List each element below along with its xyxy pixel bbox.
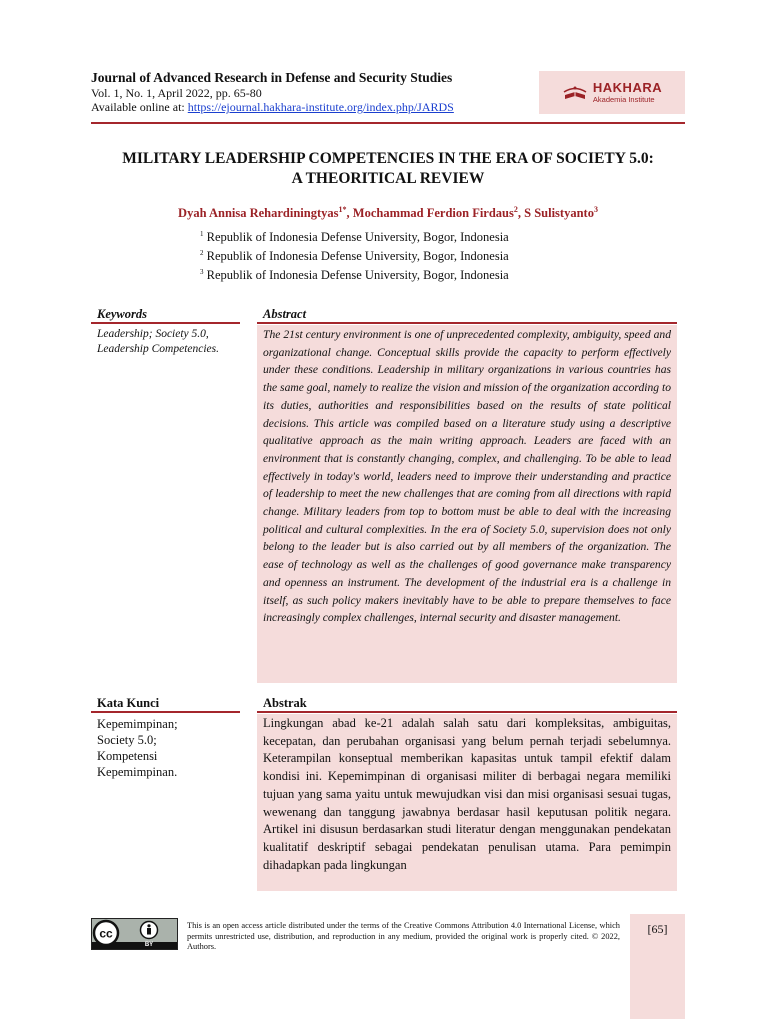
page-number-box bbox=[630, 914, 685, 1019]
svg-text:cc: cc bbox=[99, 926, 113, 941]
keywords-heading: Keywords bbox=[97, 307, 147, 321]
affiliation-item bbox=[200, 226, 620, 245]
cc-badge-label: BY bbox=[144, 942, 154, 948]
affiliation-number: 3 bbox=[200, 268, 204, 277]
cc-by-icon bbox=[92, 919, 177, 949]
publisher-logo bbox=[539, 71, 685, 114]
affiliation-number: 1 bbox=[200, 230, 204, 238]
kata-kunci-item: Society 5.0; bbox=[97, 733, 157, 747]
kata-kunci-heading: Kata Kunci bbox=[97, 696, 160, 710]
book-hands-icon bbox=[562, 83, 588, 103]
abstrak-heading: Abstrak bbox=[263, 696, 307, 710]
abstract-text: The 21st century environment is one of unprecedented complexity, ambiguity, speed and organizational change. Conceptual skills provide the capacity to perform effectively under these conditions. Leadership in military organizations in various countries has the same goal, namely to realize the vision and mission of the organization according to its duties, authorities and responsibilities based on the results of state political decisions. This article was compiled based on a literature study using a descriptive qualitative approach as the main writing approach. Leaders are faced with an environment that is constantly changing, complex, and challenging. To be able to lead effectively in today's world, leaders need to improve their understanding and practice of leadership to meet the new challenges that are coming from all directions with rapid change. Military leaders from top to bottom must be able to deal with the increasing political and cultural complexities. In the era of Society 5.0, supervision does not only belong to the leader but is also carried out by all members of the organization. The ease of technology as well as the challenges of good governance make transparency and openness an instrument. The development of the industrial era is a challenge in itself, as such policy makers inevitably have to be able to prepare themselves to face increasingly complex challenges, internal security and disaster management. bbox=[257, 325, 677, 683]
title-line-2: A THEORITICAL REVIEW bbox=[291, 170, 485, 187]
author-superscript: 2 bbox=[513, 205, 518, 214]
kata-kunci-item: Kompetensi bbox=[97, 749, 158, 763]
author-superscript: 3 bbox=[593, 205, 598, 214]
abstract-divider bbox=[257, 322, 677, 324]
journal-name: Journal of Advanced Research in Defense and Security Studies bbox=[91, 70, 453, 85]
affiliation-item bbox=[200, 245, 620, 264]
abstract-heading: Abstract bbox=[263, 307, 307, 321]
article-title bbox=[91, 149, 685, 189]
affiliation-number: 2 bbox=[200, 249, 204, 258]
abstrak-text: Lingkungan abad ke-21 adalah salah satu dari kompleksitas, ambiguitas, kecepatan, dan perubahan organisasi yang belum pernah terjadi sebelumnya. Keterampilan konseptual memberikan kapasitas untuk tampil efektif dalam kondisi ini. Kepemimpinan di organisasi militer di berbagai negara memiliki tujuan yang sama yaitu untuk mewujudkan visi dan misi organisasi sesuai tugas, wewenang dan tanggung jawabnya berdasar hasil keputusan politik negara. Artikel ini disusun berdasarkan studi literatur dengan menggunakan pendekatan kualitatif deskriptif sebagai pendekatan penulisan utama. Para pemimpin dihadapkan pada lingkungan bbox=[257, 714, 677, 891]
author-separator: , bbox=[517, 206, 525, 221]
affiliation-text: Republik of Indonesia Defense University, Bogor, Indonesia bbox=[206, 268, 509, 283]
keywords-divider bbox=[91, 322, 240, 324]
header-divider bbox=[91, 122, 685, 124]
author-list bbox=[91, 205, 685, 221]
publisher-subtitle: Akademia Institute bbox=[592, 95, 655, 105]
affiliation-text: Republik of Indonesia Defense University, Bogor, Indonesia bbox=[206, 249, 509, 264]
page-number: [65] bbox=[647, 922, 668, 936]
cc-by-license-badge[interactable] bbox=[91, 918, 178, 950]
journal-header bbox=[91, 70, 531, 114]
abstrak-divider bbox=[257, 711, 677, 713]
kata-kunci-item: Kepemimpinan; bbox=[97, 717, 178, 731]
volume-info: Vol. 1, No. 1, April 2022, pp. 65-80 bbox=[91, 86, 262, 100]
kata-kunci-divider bbox=[91, 711, 240, 713]
author-separator: , bbox=[346, 206, 353, 221]
kata-kunci-text bbox=[97, 716, 237, 780]
license-text: This is an open access article distributed under the terms of the Creative Commons Attribution 4.0 International License, which permits unrestricted use, distribution, and reproduction in any medium, provided the original work is properly cited. © 2022, Authors. bbox=[187, 921, 620, 951]
author-superscript: 1* bbox=[338, 205, 347, 214]
journal-url-link[interactable]: https://ejournal.hakhara-institute.org/index.php/JARDS bbox=[187, 100, 454, 114]
affiliation-item bbox=[200, 264, 620, 283]
kata-kunci-item: Kepemimpinan. bbox=[97, 765, 178, 779]
author-name: Mochammad Ferdion Firdaus bbox=[352, 206, 514, 221]
affiliation-text: Republik of Indonesia Defense University, Bogor, Indonesia bbox=[206, 230, 509, 245]
keywords-text: Leadership; Society 5.0, Leadership Competencies. bbox=[97, 328, 220, 355]
affiliation-list bbox=[200, 226, 620, 283]
author-name: Dyah Annisa Rehardiningtyas bbox=[178, 206, 339, 221]
publisher-name: HAKHARA bbox=[592, 80, 663, 96]
available-online-label: Available online at: bbox=[91, 100, 188, 114]
title-line-1: MILITARY LEADERSHIP COMPETENCIES IN THE ERA OF SOCIETY 5.0: bbox=[122, 150, 654, 167]
availability-line bbox=[91, 100, 531, 114]
author-name: S Sulistyanto bbox=[524, 206, 594, 221]
